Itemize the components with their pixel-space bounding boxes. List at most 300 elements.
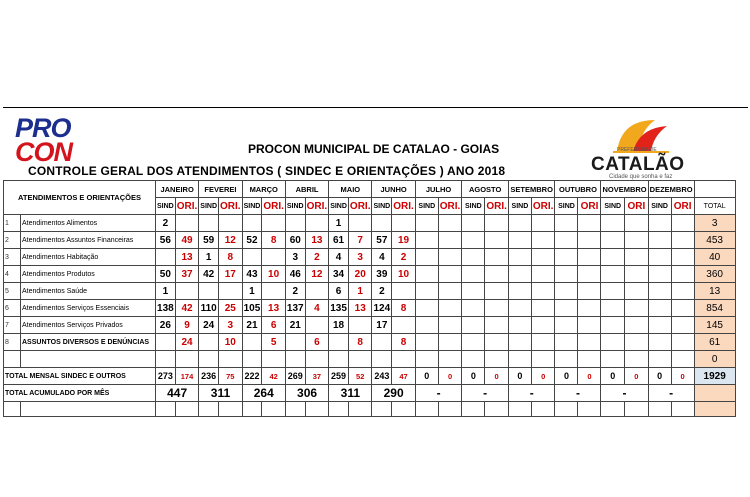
sind-cell[interactable]: [508, 249, 531, 266]
ori-cell[interactable]: [625, 232, 649, 249]
sind-cell[interactable]: [601, 232, 625, 249]
sind-cell[interactable]: [462, 283, 485, 300]
ori-cell[interactable]: [438, 283, 462, 300]
ori-cell[interactable]: 0: [625, 368, 649, 385]
ori-cell[interactable]: 3: [348, 249, 372, 266]
empty-cell[interactable]: [485, 402, 509, 417]
ori-cell[interactable]: [578, 317, 601, 334]
ori-cell[interactable]: [625, 317, 649, 334]
ori-cell[interactable]: 7: [348, 232, 372, 249]
ori-cell[interactable]: [531, 249, 555, 266]
accumulated-cell[interactable]: -: [415, 385, 462, 402]
sind-cell[interactable]: 61: [329, 232, 349, 249]
empty-cell[interactable]: [671, 351, 694, 368]
ori-cell[interactable]: [485, 300, 509, 317]
empty-cell[interactable]: [262, 402, 286, 417]
ori-cell[interactable]: 2: [392, 249, 416, 266]
empty-cell[interactable]: [648, 351, 671, 368]
ori-cell[interactable]: [531, 334, 555, 351]
sind-cell[interactable]: [601, 317, 625, 334]
ori-cell[interactable]: [578, 300, 601, 317]
ori-cell[interactable]: [438, 300, 462, 317]
accumulated-cell[interactable]: -: [462, 385, 509, 402]
empty-cell[interactable]: [305, 402, 329, 417]
ori-cell[interactable]: 20: [348, 266, 372, 283]
sind-cell[interactable]: [156, 334, 176, 351]
ori-cell[interactable]: 19: [392, 232, 416, 249]
ori-cell[interactable]: 174: [175, 368, 199, 385]
sind-cell[interactable]: [555, 266, 578, 283]
empty-cell[interactable]: [285, 351, 305, 368]
sind-cell[interactable]: [415, 300, 438, 317]
empty-cell[interactable]: [348, 402, 372, 417]
sind-cell[interactable]: 222: [242, 368, 262, 385]
sind-cell[interactable]: [415, 334, 438, 351]
empty-cell[interactable]: [508, 402, 531, 417]
ori-cell[interactable]: [305, 283, 329, 300]
empty-cell[interactable]: [21, 402, 156, 417]
sind-cell[interactable]: 105: [242, 300, 262, 317]
empty-cell[interactable]: [348, 351, 372, 368]
sind-cell[interactable]: [601, 266, 625, 283]
sind-cell[interactable]: 46: [285, 266, 305, 283]
sind-cell[interactable]: [415, 266, 438, 283]
sind-cell[interactable]: 26: [156, 317, 176, 334]
sind-cell[interactable]: 4: [329, 249, 349, 266]
sind-cell[interactable]: 0: [508, 368, 531, 385]
ori-cell[interactable]: 12: [305, 266, 329, 283]
ori-cell[interactable]: [438, 215, 462, 232]
empty-cell[interactable]: [156, 351, 176, 368]
empty-cell[interactable]: [462, 402, 485, 417]
empty-cell[interactable]: [199, 402, 219, 417]
accumulated-cell[interactable]: 447: [156, 385, 199, 402]
sind-cell[interactable]: [601, 215, 625, 232]
ori-cell[interactable]: 0: [485, 368, 509, 385]
empty-cell[interactable]: [485, 351, 509, 368]
sind-cell[interactable]: [508, 266, 531, 283]
empty-cell[interactable]: [601, 402, 625, 417]
sind-cell[interactable]: [199, 334, 219, 351]
empty-cell[interactable]: [508, 351, 531, 368]
sind-cell[interactable]: 52: [242, 232, 262, 249]
ori-cell[interactable]: [219, 283, 243, 300]
ori-cell[interactable]: 8: [348, 334, 372, 351]
row-total[interactable]: 3: [694, 215, 735, 232]
ori-cell[interactable]: 9: [175, 317, 199, 334]
ori-cell[interactable]: 10: [392, 266, 416, 283]
ori-cell[interactable]: 8: [262, 232, 286, 249]
sind-cell[interactable]: 269: [285, 368, 305, 385]
sind-cell[interactable]: [329, 334, 349, 351]
ori-cell[interactable]: [625, 283, 649, 300]
sind-cell[interactable]: 0: [555, 368, 578, 385]
sind-cell[interactable]: [372, 215, 392, 232]
row-total[interactable]: 61: [694, 334, 735, 351]
ori-cell[interactable]: 1: [348, 283, 372, 300]
ori-cell[interactable]: [438, 334, 462, 351]
row-total[interactable]: 13: [694, 283, 735, 300]
sind-cell[interactable]: [462, 232, 485, 249]
ori-cell[interactable]: 13: [348, 300, 372, 317]
empty-cell[interactable]: [625, 402, 649, 417]
sind-cell[interactable]: [462, 334, 485, 351]
empty-cell[interactable]: [578, 351, 601, 368]
ori-cell[interactable]: [392, 283, 416, 300]
row-total[interactable]: 360: [694, 266, 735, 283]
sind-cell[interactable]: 34: [329, 266, 349, 283]
sind-cell[interactable]: [462, 215, 485, 232]
ori-cell[interactable]: 13: [175, 249, 199, 266]
empty-cell[interactable]: [285, 402, 305, 417]
empty-cell[interactable]: [578, 402, 601, 417]
empty-cell[interactable]: [392, 402, 416, 417]
empty-cell[interactable]: [175, 402, 199, 417]
sind-cell[interactable]: [415, 232, 438, 249]
sind-cell[interactable]: 59: [199, 232, 219, 249]
empty-cell[interactable]: [531, 402, 555, 417]
ori-cell[interactable]: [531, 232, 555, 249]
ori-cell[interactable]: [531, 266, 555, 283]
ori-cell[interactable]: [262, 215, 286, 232]
sind-cell[interactable]: [156, 249, 176, 266]
ori-cell[interactable]: 25: [219, 300, 243, 317]
ori-cell[interactable]: 10: [219, 334, 243, 351]
ori-cell[interactable]: [348, 317, 372, 334]
row-total[interactable]: 145: [694, 317, 735, 334]
ori-cell[interactable]: [262, 283, 286, 300]
sind-subheader: SIND: [285, 198, 305, 215]
ori-cell[interactable]: [625, 266, 649, 283]
ori-cell[interactable]: 75: [219, 368, 243, 385]
ori-cell[interactable]: [625, 215, 649, 232]
sind-cell[interactable]: [555, 300, 578, 317]
sind-cell[interactable]: 1: [199, 249, 219, 266]
sind-cell[interactable]: [555, 249, 578, 266]
sind-cell[interactable]: [242, 215, 262, 232]
empty-cell[interactable]: [392, 351, 416, 368]
sind-cell[interactable]: 24: [199, 317, 219, 334]
grand-total[interactable]: 1929: [694, 368, 735, 385]
accumulated-cell[interactable]: -: [555, 385, 601, 402]
sind-cell[interactable]: 0: [415, 368, 438, 385]
empty-cell[interactable]: [242, 351, 262, 368]
empty-cell[interactable]: [415, 351, 438, 368]
sind-cell[interactable]: [555, 215, 578, 232]
table-row: [4, 249, 736, 266]
sind-cell[interactable]: [648, 266, 671, 283]
sind-subheader: SIND: [242, 198, 262, 215]
ori-cell[interactable]: 8: [219, 249, 243, 266]
empty-cell[interactable]: [262, 351, 286, 368]
ori-cell[interactable]: 5: [262, 334, 286, 351]
sind-cell[interactable]: [648, 232, 671, 249]
ori-cell[interactable]: [392, 215, 416, 232]
empty-cell[interactable]: [671, 402, 694, 417]
sind-cell[interactable]: 273: [156, 368, 176, 385]
accumulated-total[interactable]: [694, 385, 735, 402]
ori-cell[interactable]: [625, 300, 649, 317]
sind-cell[interactable]: 60: [285, 232, 305, 249]
accumulated-cell[interactable]: -: [601, 385, 648, 402]
ori-cell[interactable]: 24: [175, 334, 199, 351]
sind-cell[interactable]: 4: [372, 249, 392, 266]
sind-cell[interactable]: 18: [329, 317, 349, 334]
ori-cell[interactable]: [438, 266, 462, 283]
sind-cell[interactable]: [508, 300, 531, 317]
sind-cell[interactable]: 42: [199, 266, 219, 283]
sind-cell[interactable]: [415, 249, 438, 266]
ori-cell[interactable]: [485, 317, 509, 334]
ori-cell[interactable]: [438, 249, 462, 266]
sind-cell[interactable]: [508, 232, 531, 249]
sind-cell[interactable]: [508, 215, 531, 232]
sind-cell[interactable]: [508, 283, 531, 300]
ori-cell[interactable]: [578, 215, 601, 232]
month-header: NOVEMBRO: [601, 181, 648, 198]
sind-cell[interactable]: [601, 334, 625, 351]
sind-cell[interactable]: 138: [156, 300, 176, 317]
sind-cell[interactable]: [648, 215, 671, 232]
ori-cell[interactable]: [578, 249, 601, 266]
sind-cell[interactable]: [508, 334, 531, 351]
empty-cell[interactable]: [438, 351, 462, 368]
row-total[interactable]: 854: [694, 300, 735, 317]
ori-cell[interactable]: 13: [262, 300, 286, 317]
ori-cell[interactable]: 0: [531, 368, 555, 385]
ori-cell[interactable]: 37: [175, 266, 199, 283]
row-total[interactable]: 453: [694, 232, 735, 249]
ori-cell[interactable]: 52: [348, 368, 372, 385]
ori-cell[interactable]: [348, 215, 372, 232]
sind-cell[interactable]: [648, 334, 671, 351]
sind-cell[interactable]: [648, 249, 671, 266]
sind-cell[interactable]: 2: [156, 215, 176, 232]
accumulated-cell[interactable]: 306: [285, 385, 328, 402]
empty-cell[interactable]: [4, 402, 21, 417]
ori-cell[interactable]: [485, 232, 509, 249]
ori-cell[interactable]: [531, 317, 555, 334]
ori-cell[interactable]: [578, 283, 601, 300]
accumulated-cell[interactable]: 311: [199, 385, 242, 402]
ori-cell[interactable]: [671, 215, 694, 232]
ori-cell[interactable]: [625, 249, 649, 266]
ori-cell[interactable]: [262, 249, 286, 266]
sind-cell[interactable]: [285, 215, 305, 232]
empty-cell[interactable]: [219, 402, 243, 417]
sind-cell[interactable]: 236: [199, 368, 219, 385]
sind-cell[interactable]: [199, 215, 219, 232]
sind-subheader: SIND: [648, 198, 671, 215]
sind-cell[interactable]: 50: [156, 266, 176, 283]
sind-cell[interactable]: 110: [199, 300, 219, 317]
sind-cell[interactable]: [601, 300, 625, 317]
accumulated-cell[interactable]: 264: [242, 385, 285, 402]
sind-cell[interactable]: [555, 283, 578, 300]
empty-cell[interactable]: [219, 351, 243, 368]
ori-cell[interactable]: [305, 317, 329, 334]
ori-cell[interactable]: [219, 215, 243, 232]
attendance-table: [3, 180, 736, 417]
sind-cell[interactable]: [648, 283, 671, 300]
ori-cell[interactable]: [531, 215, 555, 232]
row-total[interactable]: 40: [694, 249, 735, 266]
ori-cell[interactable]: [485, 266, 509, 283]
sind-subheader: SIND: [156, 198, 176, 215]
accumulated-cell[interactable]: 290: [372, 385, 415, 402]
sind-cell[interactable]: 21: [285, 317, 305, 334]
empty-cell[interactable]: [329, 351, 349, 368]
ori-cell[interactable]: [578, 266, 601, 283]
ori-cell[interactable]: 6: [305, 334, 329, 351]
ori-cell[interactable]: 12: [219, 232, 243, 249]
ori-cell[interactable]: [671, 249, 694, 266]
empty-cell[interactable]: [462, 351, 485, 368]
ori-cell[interactable]: [485, 215, 509, 232]
ori-cell[interactable]: 49: [175, 232, 199, 249]
sind-cell[interactable]: [462, 266, 485, 283]
ori-cell[interactable]: [671, 283, 694, 300]
empty-cell[interactable]: [372, 351, 392, 368]
empty-cell[interactable]: [531, 351, 555, 368]
sind-cell[interactable]: 1: [156, 283, 176, 300]
ori-cell[interactable]: [438, 232, 462, 249]
ori-cell[interactable]: [485, 334, 509, 351]
ori-cell[interactable]: 0: [578, 368, 601, 385]
sind-cell[interactable]: 2: [285, 283, 305, 300]
sind-cell[interactable]: 3: [285, 249, 305, 266]
sind-cell[interactable]: 0: [601, 368, 625, 385]
ori-cell[interactable]: [175, 215, 199, 232]
sind-cell[interactable]: [242, 334, 262, 351]
sind-cell[interactable]: 1: [242, 283, 262, 300]
sind-cell[interactable]: [648, 300, 671, 317]
sind-cell[interactable]: 135: [329, 300, 349, 317]
sind-cell[interactable]: [415, 283, 438, 300]
empty-cell[interactable]: [415, 402, 438, 417]
sind-cell[interactable]: [199, 283, 219, 300]
sind-cell[interactable]: [462, 249, 485, 266]
empty-cell[interactable]: [372, 402, 392, 417]
sind-cell[interactable]: [462, 300, 485, 317]
sind-cell[interactable]: 56: [156, 232, 176, 249]
ori-cell[interactable]: [438, 317, 462, 334]
empty-cell[interactable]: [329, 402, 349, 417]
empty-cell[interactable]: [648, 402, 671, 417]
sind-cell[interactable]: 57: [372, 232, 392, 249]
empty-cell[interactable]: [175, 351, 199, 368]
ori-cell[interactable]: [392, 317, 416, 334]
ori-cell[interactable]: [531, 283, 555, 300]
ori-cell[interactable]: [671, 300, 694, 317]
sind-subheader: SIND: [329, 198, 349, 215]
ori-cell[interactable]: [485, 283, 509, 300]
sind-cell[interactable]: [508, 317, 531, 334]
sind-cell[interactable]: [462, 317, 485, 334]
accumulated-cell[interactable]: 311: [329, 385, 372, 402]
sind-cell[interactable]: 0: [462, 368, 485, 385]
ori-cell[interactable]: [485, 249, 509, 266]
ori-cell[interactable]: 42: [262, 368, 286, 385]
accumulated-cell[interactable]: -: [648, 385, 694, 402]
empty-cell[interactable]: [305, 351, 329, 368]
sind-cell[interactable]: 124: [372, 300, 392, 317]
ori-cell[interactable]: [671, 334, 694, 351]
ori-cell[interactable]: 17: [219, 266, 243, 283]
sind-cell[interactable]: 39: [372, 266, 392, 283]
ori-cell[interactable]: [671, 317, 694, 334]
ori-cell[interactable]: 47: [392, 368, 416, 385]
sind-cell[interactable]: [555, 232, 578, 249]
sind-subheader: SIND: [462, 198, 485, 215]
sind-cell[interactable]: [242, 249, 262, 266]
ori-cell[interactable]: 3: [219, 317, 243, 334]
ori-cell[interactable]: 8: [392, 300, 416, 317]
ori-cell[interactable]: [671, 232, 694, 249]
sind-cell[interactable]: [285, 334, 305, 351]
empty-cell[interactable]: [555, 351, 578, 368]
ori-cell[interactable]: [625, 334, 649, 351]
empty-cell[interactable]: [625, 351, 649, 368]
sind-cell[interactable]: 6: [329, 283, 349, 300]
row-total[interactable]: 0: [694, 351, 735, 368]
sind-cell[interactable]: [415, 317, 438, 334]
sind-cell[interactable]: 43: [242, 266, 262, 283]
sind-cell[interactable]: 259: [329, 368, 349, 385]
empty-cell[interactable]: [694, 402, 735, 417]
ori-cell[interactable]: [578, 232, 601, 249]
sind-cell[interactable]: [415, 215, 438, 232]
ori-cell[interactable]: 8: [392, 334, 416, 351]
sind-cell[interactable]: [601, 249, 625, 266]
ori-cell[interactable]: 37: [305, 368, 329, 385]
ori-cell[interactable]: 4: [305, 300, 329, 317]
sind-cell[interactable]: [372, 334, 392, 351]
empty-cell[interactable]: [199, 351, 219, 368]
sind-cell[interactable]: [601, 283, 625, 300]
sind-cell[interactable]: 1: [329, 215, 349, 232]
ori-cell[interactable]: [578, 334, 601, 351]
ori-cell[interactable]: 2: [305, 249, 329, 266]
ori-cell[interactable]: 42: [175, 300, 199, 317]
ori-cell[interactable]: 6: [262, 317, 286, 334]
sind-cell[interactable]: 21: [242, 317, 262, 334]
ori-cell[interactable]: [671, 266, 694, 283]
sind-cell[interactable]: 137: [285, 300, 305, 317]
sind-cell[interactable]: 0: [648, 368, 671, 385]
empty-cell[interactable]: [555, 402, 578, 417]
ori-cell[interactable]: 0: [438, 368, 462, 385]
ori-cell[interactable]: 10: [262, 266, 286, 283]
row-label: Atendimentos Serviços Privados: [21, 317, 156, 334]
sind-cell[interactable]: 17: [372, 317, 392, 334]
empty-cell[interactable]: [242, 402, 262, 417]
ori-cell[interactable]: 0: [671, 368, 694, 385]
sind-cell[interactable]: 243: [372, 368, 392, 385]
accumulated-cell[interactable]: -: [508, 385, 555, 402]
sind-cell[interactable]: [648, 317, 671, 334]
ori-cell[interactable]: [305, 215, 329, 232]
sind-cell[interactable]: 2: [372, 283, 392, 300]
ori-cell[interactable]: [531, 300, 555, 317]
sind-cell[interactable]: [555, 317, 578, 334]
sind-cell[interactable]: [555, 334, 578, 351]
empty-cell[interactable]: [601, 351, 625, 368]
ori-cell[interactable]: 13: [305, 232, 329, 249]
ori-cell[interactable]: [175, 283, 199, 300]
empty-cell[interactable]: [156, 402, 176, 417]
empty-cell[interactable]: [438, 402, 462, 417]
